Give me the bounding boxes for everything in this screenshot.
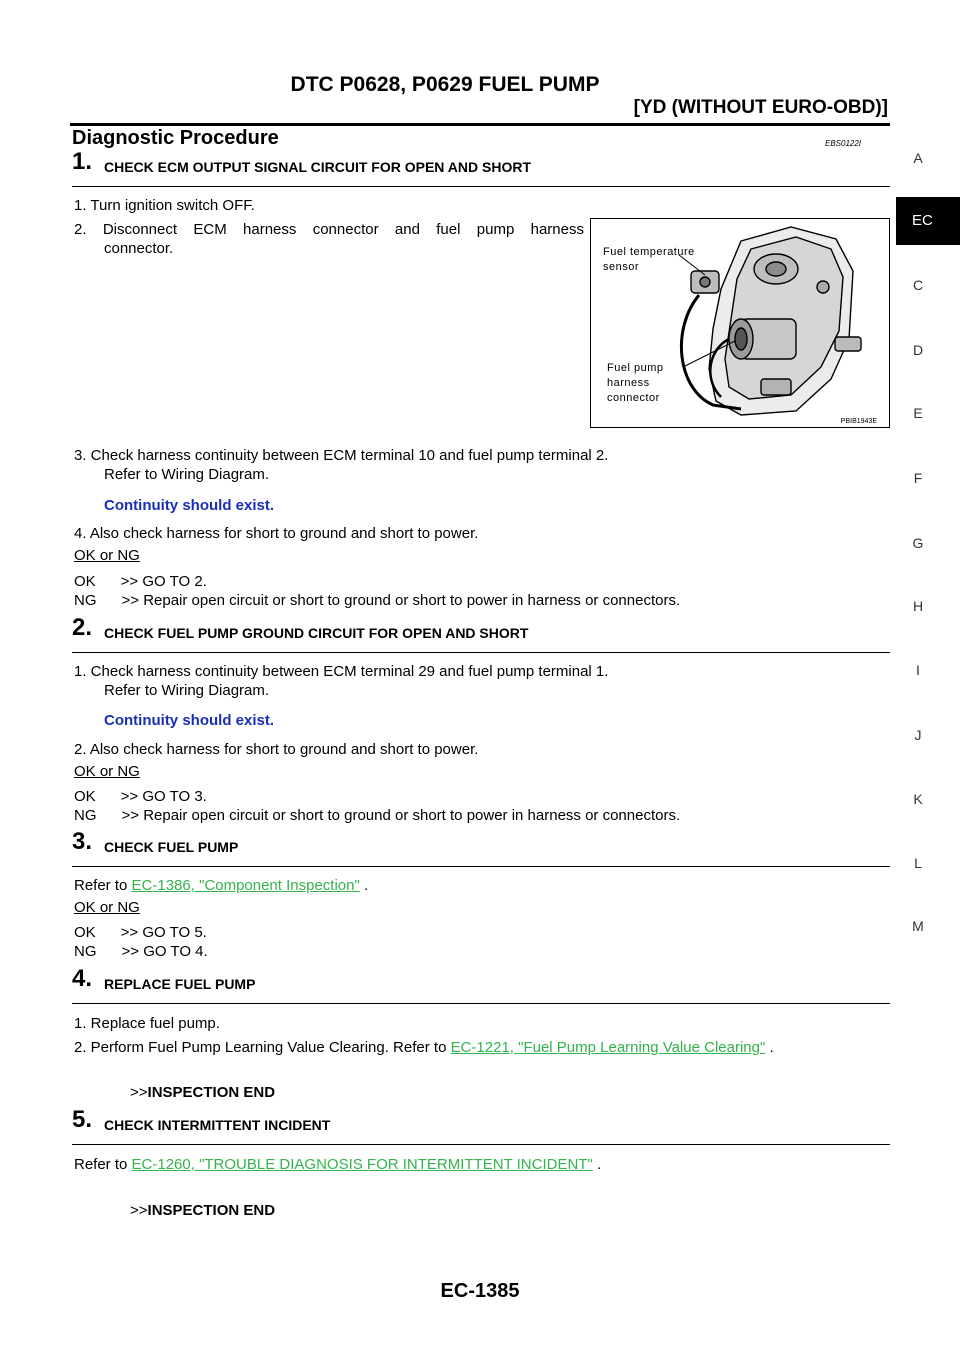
page-subtitle: [YD (WITHOUT EURO-OBD)] <box>633 97 888 118</box>
step-4-header <box>72 965 890 1004</box>
side-index-f[interactable]: F <box>913 470 923 486</box>
step-2-item-2: 2. Also check harness for short to ground and short to power. <box>74 741 479 758</box>
figure-label-conn-line1: Fuel pump <box>607 362 664 374</box>
step-2-ok: OK >> GO TO 3. <box>74 788 207 805</box>
step-2-ng: NG >> Repair open circuit or short to ground or short to power in harness or connectors. <box>74 807 681 824</box>
side-index-d[interactable]: D <box>912 342 924 358</box>
step-1-item-3-cont: Refer to Wiring Diagram. <box>104 466 270 483</box>
figure-label-temp-line2: sensor <box>603 261 640 273</box>
step-3-ok: OK >> GO TO 5. <box>74 924 207 941</box>
step-title: REPLACE FUEL PUMP <box>104 976 256 992</box>
step-2-ok-or-ng: OK or NG <box>74 763 140 780</box>
page-title: DTC P0628, P0629 FUEL PUMP <box>290 73 600 96</box>
step-1-item-4: 4. Also check harness for short to ground and short to power. <box>74 525 479 542</box>
inspection-end: INSPECTION END <box>147 1084 276 1101</box>
step-1-item-2-cont: connector. <box>104 240 174 257</box>
step-1-header <box>72 148 890 187</box>
side-index-l[interactable]: L <box>914 855 922 871</box>
step-3-refer <box>74 876 368 895</box>
fuel-pump-figure <box>590 218 890 428</box>
step-number: 5. <box>72 1106 93 1133</box>
refer-suffix: . <box>363 877 369 894</box>
step-title: CHECK ECM OUTPUT SIGNAL CIRCUIT FOR OPEN AND SHORT <box>104 159 532 175</box>
step-1-item-2: 2. Disconnect ECM harness connector and fuel pump harness <box>74 221 584 238</box>
end-arrow: >> <box>130 1084 148 1101</box>
step-4-end <box>130 1083 275 1102</box>
page-number: EC-1385 <box>440 1280 520 1302</box>
link-suffix: . <box>769 1039 774 1056</box>
refer-suffix: . <box>596 1156 602 1173</box>
header-rule <box>70 123 890 126</box>
step-4-item-2 <box>74 1038 774 1057</box>
figure-id: PBIB1943E <box>840 418 877 425</box>
side-index-k[interactable]: K <box>913 791 923 807</box>
refer-prefix: Refer to <box>74 877 128 894</box>
step-5-refer <box>74 1155 601 1174</box>
step-1-ok-or-ng: OK or NG <box>74 547 140 564</box>
side-index-active-tab[interactable]: EC <box>896 197 960 245</box>
end-arrow: >> <box>130 1202 148 1219</box>
side-index-m[interactable]: M <box>912 918 924 934</box>
step-2-spec: Continuity should exist. <box>104 712 275 729</box>
step-3-header <box>72 828 890 867</box>
step-3-ok-or-ng: OK or NG <box>74 899 140 916</box>
step-5-header <box>72 1106 890 1145</box>
figure-label-conn-line3: connector <box>607 392 660 404</box>
step-number: 4. <box>72 965 93 992</box>
step-title: CHECK FUEL PUMP GROUND CIRCUIT FOR OPEN AND SHORT <box>104 625 529 641</box>
figure-label-conn-line2: harness <box>607 377 650 389</box>
step-4-item-2-text: 2. Perform Fuel Pump Learning Value Clearing. Refer to <box>74 1039 447 1056</box>
step-number: 1. <box>72 148 93 175</box>
step-2-item-1-cont: Refer to Wiring Diagram. <box>104 682 270 699</box>
step-1-ok: OK >> GO TO 2. <box>74 573 207 590</box>
intermittent-incident-link[interactable]: EC-1260, "TROUBLE DIAGNOSIS FOR INTERMITTENT INCIDENT" <box>131 1156 593 1173</box>
step-title: CHECK FUEL PUMP <box>104 839 239 855</box>
step-2-item-1: 1. Check harness continuity between ECM terminal 29 and fuel pump terminal 1. <box>74 663 609 680</box>
inspection-end: INSPECTION END <box>147 1202 276 1219</box>
step-1-spec: Continuity should exist. <box>104 497 275 514</box>
section-code: EBS0122I <box>825 139 862 148</box>
side-index-e[interactable]: E <box>913 405 923 421</box>
step-1-item-1: 1. Turn ignition switch OFF. <box>74 197 255 214</box>
side-index-a[interactable]: A <box>913 150 923 166</box>
side-index-h[interactable]: H <box>912 598 924 614</box>
step-3-ng: NG >> GO TO 4. <box>74 943 208 960</box>
step-number: 2. <box>72 614 93 641</box>
step-4-item-1: 1. Replace fuel pump. <box>74 1015 220 1032</box>
step-5-end <box>130 1201 275 1220</box>
side-index-i[interactable]: I <box>916 662 920 678</box>
step-2-header <box>72 614 890 653</box>
refer-prefix: Refer to <box>74 1156 128 1173</box>
step-1-item-3: 3. Check harness continuity between ECM terminal 10 and fuel pump terminal 2. <box>74 447 609 464</box>
step-title: CHECK INTERMITTENT INCIDENT <box>104 1117 331 1133</box>
side-index-c[interactable]: C <box>912 277 924 293</box>
figure-label-temp-line1: Fuel temperature <box>603 246 695 258</box>
fuel-pump-learning-link[interactable]: EC-1221, "Fuel Pump Learning Value Clearing" <box>450 1039 766 1056</box>
side-index-j[interactable]: J <box>914 727 922 743</box>
step-1-ng: NG >> Repair open circuit or short to ground or short to power in harness or connectors. <box>74 592 681 609</box>
section-title: Diagnostic Procedure <box>72 127 279 149</box>
side-index-g[interactable]: G <box>912 535 924 551</box>
step-number: 3. <box>72 828 93 855</box>
component-inspection-link[interactable]: EC-1386, "Component Inspection" <box>131 877 360 894</box>
